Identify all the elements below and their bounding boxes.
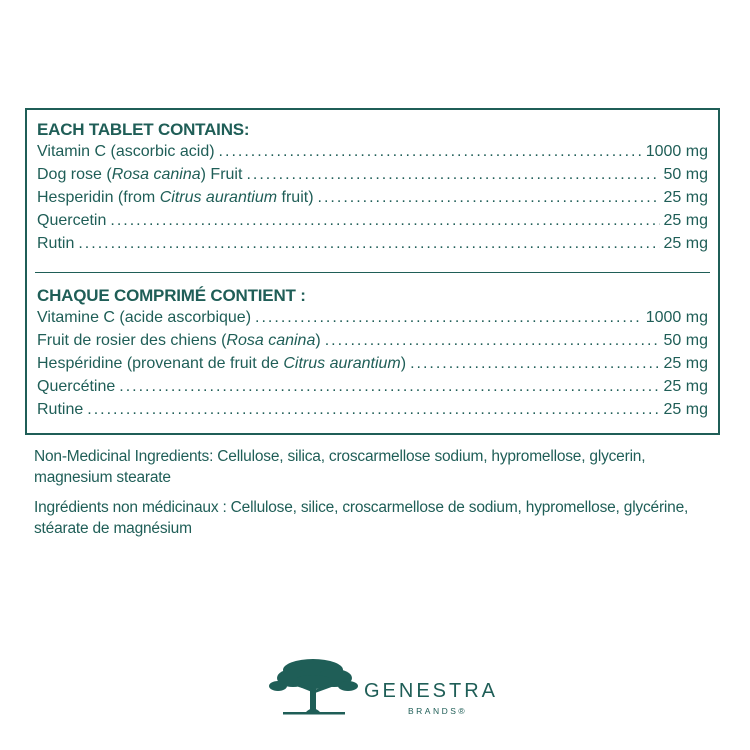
ingredient-amount: 25 mg [663,235,708,252]
ingredient-name: Rutine [37,401,84,418]
ingredient-row [37,401,708,423]
english-title: EACH TABLET CONTAINS: [37,120,250,139]
ingredient-name: Rutin [37,235,75,252]
ingredient-amount: 50 mg [663,166,708,183]
ingredients-panel [25,108,720,435]
non-medicinal-en: Non-Medicinal Ingredients: Cellulose, silica, croscarmellose sodium, hypromellose, glycerin, magnesium stearate [34,448,646,486]
leader-dots [119,378,659,396]
ingredient-amount: 25 mg [663,378,708,395]
section-divider [35,272,710,273]
ingredient-row [37,332,708,354]
ingredient-row [37,309,708,331]
brand-name: GENESTRA [364,680,499,702]
leader-dots [318,189,660,207]
leader-dots [255,309,642,327]
leader-dots [325,332,660,350]
ingredient-row [37,143,708,165]
ingredient-row [37,189,708,211]
ingredient-name: Dog rose (Rosa canina) Fruit [37,166,243,183]
leader-dots [246,166,659,184]
ingredient-amount: 25 mg [663,355,708,372]
ingredient-row [37,166,708,188]
leader-dots [78,235,659,253]
ingredient-amount: 1000 mg [645,143,708,160]
ingredient-row [37,378,708,400]
ingredient-name: Hespéridine (provenant de fruit de Citrus aurantium) [37,355,407,372]
ingredient-name: Vitamin C (ascorbic acid) [37,143,215,160]
french-title: CHAQUE COMPRIMÉ CONTIENT : [37,286,306,305]
ingredient-name: Vitamine C (acide ascorbique) [37,309,252,326]
ingredient-amount: 1000 mg [645,309,708,326]
ingredient-amount: 25 mg [663,212,708,229]
leader-dots [410,355,659,373]
ingredient-name: Quercetin [37,212,107,229]
ingredient-row [37,235,708,257]
leader-dots [87,401,659,419]
leader-dots [219,143,642,161]
ingredient-row [37,212,708,234]
brand-subtitle: BRANDS® [408,706,468,716]
ingredient-amount: 25 mg [663,401,708,418]
ingredient-name: Hesperidin (from Citrus aurantium fruit) [37,189,314,206]
ingredient-name: Quercétine [37,378,116,395]
ingredient-row [37,355,708,377]
ingredient-amount: 50 mg [663,332,708,349]
non-medicinal-fr: Ingrédients non médicinaux : Cellulose, silice, croscarmellose de sodium, hypromellose, glycérine, stéarate de magnésium [34,499,689,537]
leader-dots [110,212,659,230]
ingredient-name: Fruit de rosier des chiens (Rosa canina) [37,332,321,349]
ingredient-amount: 25 mg [663,189,708,206]
